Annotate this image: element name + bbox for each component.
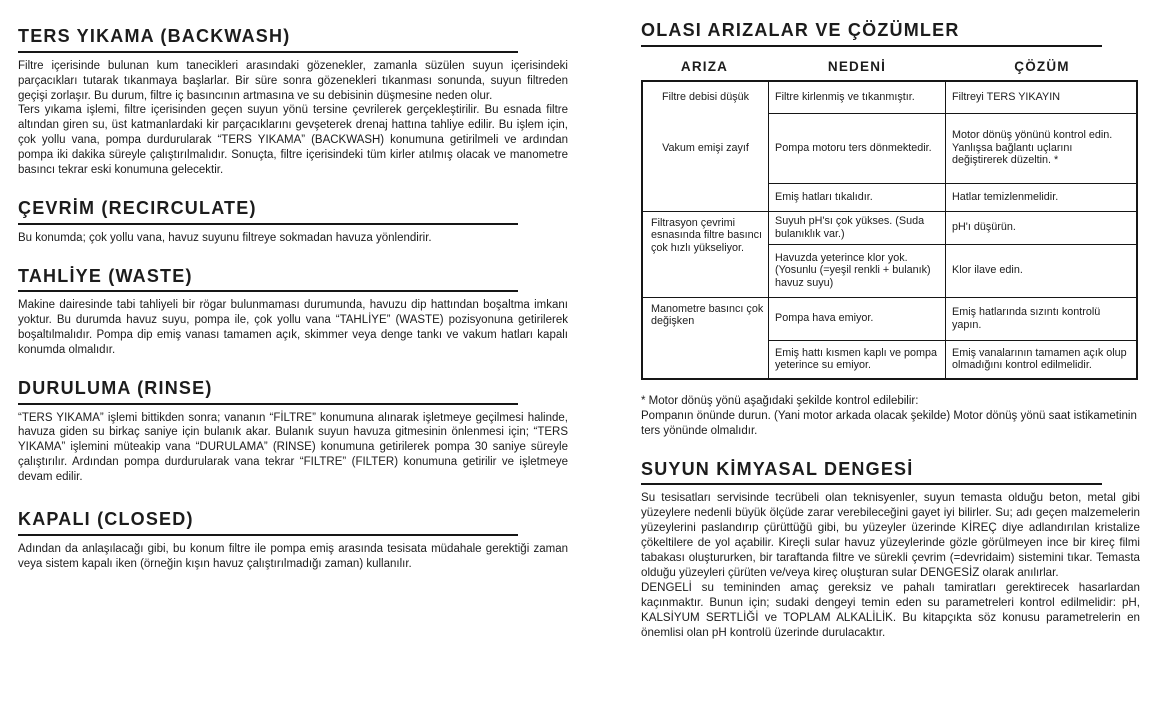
section-heading-rinse: DURULUMA (RINSE) — [18, 378, 518, 405]
cause-cell: Emiş hatları tıkalıdır. — [768, 184, 945, 211]
fault-cell — [643, 82, 768, 211]
column-header-ariza: ARIZA — [680, 58, 729, 74]
table-footnote-line: Pompanın önünde durun. (Yani motor arkada olacak şekilde) Motor dönüş yönü saat istikametinin ters yönünde olmalıdır. — [641, 409, 1137, 437]
fault-group-manometer — [643, 298, 1136, 378]
faults-table — [641, 80, 1138, 380]
section-water-chemistry — [641, 459, 1140, 641]
paragraph: “TERS YIKAMA” işlemi bittikden sonra; vananın “FİLTRE” konumuna alınarak işletmeye geçilmesi halinde, havuza giden su birkaç saniye için bulanık akar. Bulanık suyun havuza gitmesinin önlenmesi için; “TERS YIKAMA” işlemini müteakip vana “DURULAMA” (RINSE) konumuna getirilerek pompa 30 saniye süreyle çalıştırılır. Ardından pompa durdurularak vana tekrar “FILTRE” (FILTER) konumuna getirilir ve işletmeye devam edilir. — [18, 411, 568, 484]
cause-cell: Emiş hattı kısmen kaplı ve pompa yeterince su emiyor. — [768, 341, 945, 378]
section-rinse — [18, 378, 568, 485]
fault-label: Filtre debisi düşük — [661, 91, 749, 104]
section-heading-waste: TAHLİYE (WASTE) — [18, 266, 518, 293]
paragraph: Bu konumda; çok yollu vana, havuz suyunu filtreye sokmadan havuza yönlendirir. — [18, 231, 432, 244]
column-header-cozum: ÇÖZÜM — [1014, 58, 1070, 74]
section-heading-water-chemistry: SUYUN KİMYASAL DENGESİ — [641, 459, 1102, 486]
section-closed — [18, 509, 568, 572]
cause-cell: Pompa hava emiyor. — [768, 298, 945, 341]
paragraph: Makine dairesinde tabi tahliyeli bir rögar bulunmaması durumunda, havuzu dip hattından boşaltma imkanı yoktur. Bu durumda havuz suyu, pompa ile, çok yollu vana “TAHLİYE” (WASTE) pozisyonuna getirilerek boşaltılmalıdır. Pompa dip emiş vanası tamamen açık, skimmer veya denge tankı ve vakum hatları kapalı konumda olmalıdır. — [18, 299, 568, 356]
column-header-nedeni: NEDENİ — [827, 58, 887, 74]
cause-cell: Filtre kirlenmiş ve tıkanmıştır. — [768, 82, 945, 114]
table-footnote-line: * Motor dönüş yönü aşağıdaki şekilde kontrol edilebilir: — [641, 394, 919, 407]
section-heading-recirculate: ÇEVRİM (RECIRCULATE) — [18, 198, 518, 225]
fault-cell: Manometre basıncı çok değişken — [651, 302, 764, 328]
cause-cell: Havuzda yeterince klor yok. (Yosunlu (=yeşil renkli + bulanık) havuz suyu) — [768, 245, 945, 297]
fault-group-pressure — [643, 212, 1136, 298]
paragraph: Ters yıkama işlemi, filtre içerisinden geçen suyun yönü tersine çevrilerek gerçekleştirilir. Bu esnada filtre altından giren su, üst katmanlardaki kir parçacıklarını gevşeterek drenaj hattına tahliye edilir. Bu işlem için, çok yollu vana, pompa durdurularak “TERS YIKAMA” (BACKWASH) konumuna getirilmeli ve ardından pompa iki dakika süreyle çalıştırılmalıdır. Sonuçta, filtre içerisindeki tüm kirler atılmış olacak ve manometre basıncı tekrar eski konumuna gelecektir. — [18, 104, 568, 177]
paragraph: Su tesisatları servisinde tecrübeli olan teknisyenler, suyun temasta olduğu beton, metal gibi yüzeylere nedenli büyük ölçüde zarar verebileceğini gayet iyi bilirler. Su; adı geçen malzemelerin yüzeylerini paslandırıp çürüttüğü gibi, bu yüzeyler üzerinde KİREÇ diye adlandırılan kristalize çökeltilere de yol açabilir. Kireçli sular havuz yüzeylerinde gözle görülmeyen ince bir kireç filmi tabakası oluştururken, bir taraftanda filtre ve sürekli çevrim (=devridaim) sistemini tıkar. Temasta olduğu yüzeyleri çürüten ve/veya kireç oluşturan sular DENGESİZ olarak anılırlar. — [641, 491, 1140, 579]
fault-label: Vakum emişi zayıf — [662, 142, 749, 155]
solution-cell: Emiş vanalarının tamamen açık olup olmadığını kontrol edilmelidir. — [945, 341, 1136, 378]
solution-cell: Klor ilave edin. — [945, 245, 1136, 297]
section-heading-closed: KAPALI (CLOSED) — [18, 509, 518, 536]
paragraph: Filtre içerisinde bulunan kum tanecikleri arasındaki gözenekler, zamanla süzülen suyun içerisindeki parçacıkları tutarak tıkanmaya başlarlar. Bir süre sonra gözenekleri tıkanması sonunda, suyun filtreden geçişi zorlaşır. Bu durum, filtre iç basıncının artmasına ve su debisinin düşmesine neden olur. — [18, 59, 568, 102]
section-faults — [641, 20, 1140, 439]
section-backwash — [18, 26, 568, 178]
solution-cell: Emiş hatlarında sızıntı kontrolü yapın. — [945, 298, 1136, 341]
section-heading-faults: OLASI ARIZALAR VE ÇÖZÜMLER — [641, 20, 1102, 47]
solution-cell: Motor dönüş yönünü kontrol edin. Yanlışsa bağlantı uçlarını değiştirerek düzeltin. * — [945, 114, 1136, 184]
section-waste — [18, 266, 568, 358]
paragraph: Adından da anlaşılacağı gibi, bu konum filtre ile pompa emiş arasında tesisata müdahale gerektiği zaman veya sistem kapalı iken (örneğin kışın havuz çalıştırılmadığı zaman) kullanılır. — [18, 542, 568, 570]
section-recirculate — [18, 198, 568, 246]
section-heading-backwash: TERS YIKAMA (BACKWASH) — [18, 26, 518, 53]
paragraph: DENGELİ su temininden amaç gereksiz ve pahalı tamiratları gerektirecek hasarlardan kaçınmaktır. Bunun için; sudaki dengeyi temin eden su parametreleri kontrol edilmelidir: pH, KALSİYUM SERTLİĞİ ve TOPLAM ALKALİLİK. Bu kitapçıkta söz konusu parametrelerin en önemlisi olan pH kontrolü üzerinde durulacaktır. — [641, 580, 1140, 639]
solution-cell: pH'ı düşürün. — [945, 212, 1136, 245]
solution-cell: Hatlar temizlenmelidir. — [945, 184, 1136, 211]
fault-cell: Filtrasyon çevrimi esnasında filtre basıncı çok hızlı yükseliyor. — [651, 216, 763, 254]
cause-cell: Pompa motoru ters dönmektedir. — [768, 114, 945, 184]
solution-cell: Filtreyi TERS YIKAYIN — [945, 82, 1136, 114]
fault-group-flow — [643, 82, 1136, 212]
cause-cell: Suyuh pH'sı çok yükses. (Suda bulanıklık var.) — [768, 212, 945, 245]
left-column — [18, 0, 568, 572]
right-column — [641, 0, 1140, 640]
faults-table-header-row — [641, 59, 1138, 74]
